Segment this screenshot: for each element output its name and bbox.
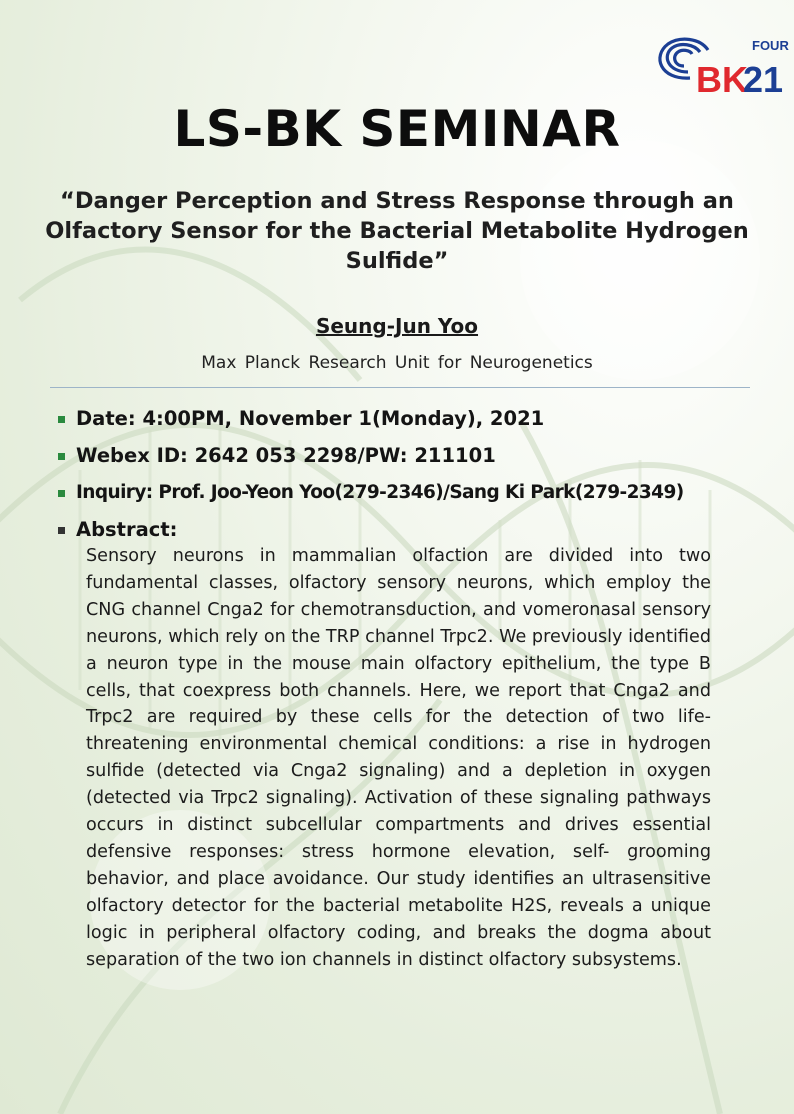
info-date [58,404,758,441]
event-info-list [58,404,758,552]
logo-four-text: FOUR [752,38,789,53]
logo-21-text: 21 [743,59,784,100]
bullet-square-icon [58,416,65,423]
abstract-body: Sensory neurons in mammalian olfaction are divided into two fundamental classes, olfactory sensory neurons, which employ the CNG channel Cnga2 for chemotransduction, and vomeronasal sensory neurons, which rely on the TRP channel Trpc2. We previously identified a neuron type in the mouse main olfactory epithelium, the type B cells, that coexpress both channels. Here, we report that Cnga2 and Trpc2 are required by these cells for the detection of two life-threatening environmental chemical conditions: a rise in hydrogen sulfide (detected via Cnga2 signaling) and a depletion in oxygen (detected via Trpc2 signaling). Activation of these signaling pathways occurs in distinct subcellular compartments and drives essential defensive responses: stress hormone elevation, self- grooming behavior, and place avoidance. Our study identifies an ultrasensitive olfactory detector for the bacterial metabolite H2S, reveals a unique logic in peripheral olfactory coding, and breaks the dogma about separation of the two ion channels in distinct olfactory subsystems. [86,546,711,970]
logo-bk-text: BK [696,59,748,100]
talk-title: “Danger Perception and Stress Response through an Olfactory Sensor for the Bacterial Metabolite Hydrogen Sulfide” [45,188,749,274]
webex-text: Webex ID: 2642 053 2298/PW: 211101 [76,444,496,467]
speaker-name: Seung-Jun Yoo [315,314,479,338]
divider-line [50,387,750,388]
bullet-square-icon [58,490,65,497]
inquiry-text: Inquiry: Prof. Joo-Yeon Yoo(279-2346)/Sang Ki Park(279-2349) [76,482,684,503]
info-inquiry [58,478,758,515]
seminar-title: LS-BK SEMINAR [173,100,621,158]
bullet-square-icon [58,527,65,534]
abstract-label-text: Abstract: [76,518,178,541]
bk21-four-logo [640,34,789,100]
bullet-square-icon [58,453,65,460]
info-webex [58,441,758,478]
date-text: Date: 4:00PM, November 1(Monday), 2021 [76,407,545,430]
speaker-affiliation: Max Planck Research Unit for Neurogenetics [201,353,593,373]
